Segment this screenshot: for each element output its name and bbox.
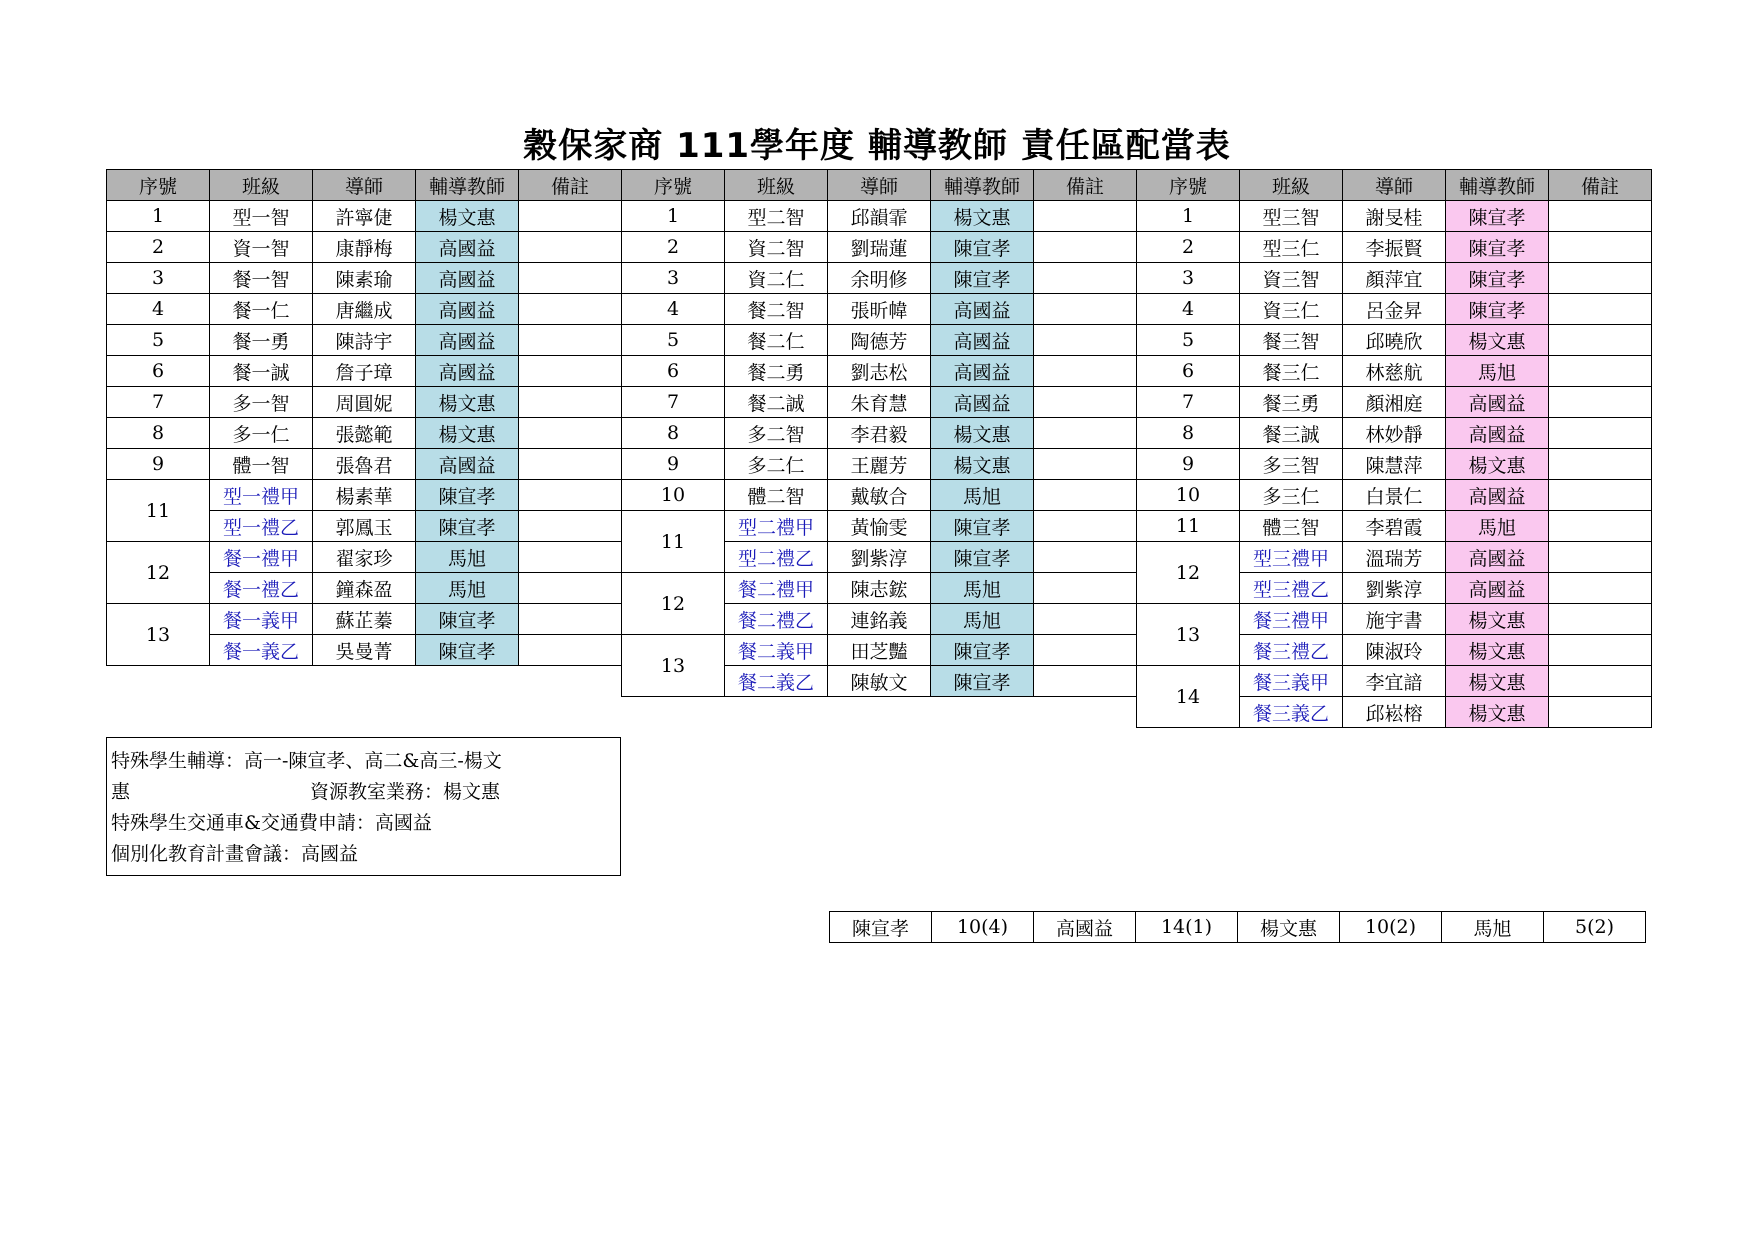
table-row (107, 387, 1652, 418)
empty-cell (313, 697, 416, 728)
row-number: 8 (107, 418, 210, 449)
homeroom-teacher: 周圓妮 (313, 387, 416, 418)
header-no: 序號 (1137, 170, 1240, 201)
remark-cell (1549, 604, 1652, 635)
row-number: 4 (622, 294, 725, 325)
counselor-name: 楊文惠 (416, 201, 519, 232)
homeroom-teacher: 陳詩宇 (313, 325, 416, 356)
remark-cell (1034, 449, 1137, 480)
remark-cell (519, 542, 622, 573)
table-row (107, 263, 1652, 294)
class-name: 多二仁 (725, 449, 828, 480)
remark-cell (1549, 666, 1652, 697)
counselor-name: 陳宣孝 (931, 542, 1034, 573)
homeroom-teacher: 余明修 (828, 263, 931, 294)
counselor-name: 陳宣孝 (1446, 232, 1549, 263)
row-number: 2 (622, 232, 725, 263)
class-name: 型二禮乙 (725, 542, 828, 573)
counselor-name: 高國益 (1446, 387, 1549, 418)
class-name: 體三智 (1240, 511, 1343, 542)
header-no: 序號 (107, 170, 210, 201)
header-counselor: 輔導教師 (1446, 170, 1549, 201)
counselor-name: 楊文惠 (931, 449, 1034, 480)
row-number: 3 (1137, 263, 1240, 294)
empty-cell (210, 666, 313, 697)
counselor-name: 高國益 (1446, 542, 1549, 573)
class-name: 型三禮乙 (1240, 573, 1343, 604)
summary-count: 14(1) (1136, 912, 1238, 943)
page-title: 穀保家商 111學年度 輔導教師 責任區配當表 (523, 126, 1231, 166)
counselor-name: 陳宣孝 (416, 635, 519, 666)
table-row (107, 325, 1652, 356)
header-teacher: 導師 (313, 170, 416, 201)
table-row (107, 542, 1652, 573)
homeroom-teacher: 張懿範 (313, 418, 416, 449)
counselor-name: 高國益 (416, 356, 519, 387)
table-row (107, 201, 1652, 232)
counselor-name: 高國益 (931, 325, 1034, 356)
remark-cell (1034, 201, 1137, 232)
table-row (107, 604, 1652, 635)
class-name: 餐三勇 (1240, 387, 1343, 418)
remark-cell (1549, 449, 1652, 480)
homeroom-teacher: 顏萍宜 (1343, 263, 1446, 294)
class-name: 餐二勇 (725, 356, 828, 387)
class-name: 餐二義甲 (725, 635, 828, 666)
homeroom-teacher: 陳淑玲 (1343, 635, 1446, 666)
remark-cell (1549, 635, 1652, 666)
summary-count: 5(2) (1544, 912, 1646, 943)
counselor-name: 楊文惠 (1446, 697, 1549, 728)
class-name: 多二智 (725, 418, 828, 449)
remark-cell (1034, 263, 1137, 294)
homeroom-teacher: 邱曉欣 (1343, 325, 1446, 356)
header-remark: 備註 (519, 170, 622, 201)
homeroom-teacher: 連銘義 (828, 604, 931, 635)
note-line (111, 777, 616, 808)
class-name: 餐三義乙 (1240, 697, 1343, 728)
remark-cell (1549, 480, 1652, 511)
homeroom-teacher: 陳慧萍 (1343, 449, 1446, 480)
homeroom-teacher: 李碧霞 (1343, 511, 1446, 542)
header-counselor: 輔導教師 (416, 170, 519, 201)
counselor-name: 馬旭 (1446, 356, 1549, 387)
empty-cell (313, 666, 416, 697)
counselor-name: 馬旭 (416, 573, 519, 604)
row-number: 4 (1137, 294, 1240, 325)
empty-cell (725, 697, 828, 728)
summary-count: 10(2) (1340, 912, 1442, 943)
table-row (107, 635, 1652, 666)
class-name: 餐三誠 (1240, 418, 1343, 449)
class-name: 資三仁 (1240, 294, 1343, 325)
remark-cell (1549, 511, 1652, 542)
row-number: 3 (107, 263, 210, 294)
assignment-table (106, 169, 1652, 728)
homeroom-teacher: 陶德芳 (828, 325, 931, 356)
class-name: 型三禮甲 (1240, 542, 1343, 573)
row-number: 13 (107, 604, 210, 666)
row-number: 6 (107, 356, 210, 387)
homeroom-teacher: 戴敏合 (828, 480, 931, 511)
counselor-name: 高國益 (1446, 480, 1549, 511)
class-name: 資三智 (1240, 263, 1343, 294)
remark-cell (1034, 325, 1137, 356)
note-line: 特殊學生交通車&交通費申請：高國益 (111, 812, 432, 834)
homeroom-teacher: 王麗芳 (828, 449, 931, 480)
homeroom-teacher: 劉志松 (828, 356, 931, 387)
header-remark: 備註 (1549, 170, 1652, 201)
remark-cell (519, 573, 622, 604)
header-teacher: 導師 (1343, 170, 1446, 201)
class-name: 型二禮甲 (725, 511, 828, 542)
remark-cell (519, 418, 622, 449)
summary-counselor: 馬旭 (1442, 912, 1544, 943)
row-number: 2 (107, 232, 210, 263)
row-number: 10 (622, 480, 725, 511)
homeroom-teacher: 林慈航 (1343, 356, 1446, 387)
counselor-name: 陳宣孝 (1446, 294, 1549, 325)
remark-cell (1034, 356, 1137, 387)
homeroom-teacher: 邱崧榕 (1343, 697, 1446, 728)
table-row (107, 294, 1652, 325)
class-name: 餐二智 (725, 294, 828, 325)
homeroom-teacher: 鐘森盈 (313, 573, 416, 604)
remark-cell (1034, 387, 1137, 418)
row-number: 1 (622, 201, 725, 232)
remark-cell (1549, 232, 1652, 263)
counselor-name: 馬旭 (931, 480, 1034, 511)
remark-cell (1034, 480, 1137, 511)
table-row (107, 356, 1652, 387)
homeroom-teacher: 吳曼菁 (313, 635, 416, 666)
counselor-name: 高國益 (416, 449, 519, 480)
homeroom-teacher: 康靜梅 (313, 232, 416, 263)
class-name: 多三仁 (1240, 480, 1343, 511)
class-name: 型一禮乙 (210, 511, 313, 542)
homeroom-teacher: 張魯君 (313, 449, 416, 480)
counselor-name: 楊文惠 (1446, 449, 1549, 480)
class-name: 資二仁 (725, 263, 828, 294)
class-name: 餐三智 (1240, 325, 1343, 356)
summary-counselor: 楊文惠 (1238, 912, 1340, 943)
table-row (107, 232, 1652, 263)
row-number: 8 (1137, 418, 1240, 449)
class-name: 餐二仁 (725, 325, 828, 356)
empty-cell (519, 697, 622, 728)
remark-cell (519, 387, 622, 418)
counselor-name: 高國益 (1446, 573, 1549, 604)
row-number: 1 (107, 201, 210, 232)
counselor-name: 楊文惠 (416, 387, 519, 418)
counselor-name: 陳宣孝 (1446, 201, 1549, 232)
note-text: 惠 (111, 781, 131, 803)
summary-count: 10(4) (932, 912, 1034, 943)
remark-cell (1034, 635, 1137, 666)
remark-cell (1549, 263, 1652, 294)
class-name: 餐一智 (210, 263, 313, 294)
homeroom-teacher: 謝旻桂 (1343, 201, 1446, 232)
class-name: 餐二誠 (725, 387, 828, 418)
row-number: 8 (622, 418, 725, 449)
header-class: 班級 (1240, 170, 1343, 201)
counselor-name: 楊文惠 (1446, 635, 1549, 666)
counselor-name: 馬旭 (931, 604, 1034, 635)
row-number: 7 (107, 387, 210, 418)
row-number: 11 (1137, 511, 1240, 542)
remark-cell (1034, 666, 1137, 697)
homeroom-teacher: 李宜諳 (1343, 666, 1446, 697)
class-name: 型三智 (1240, 201, 1343, 232)
remark-cell (1034, 604, 1137, 635)
note-text: 資源教室業務：楊文惠 (310, 781, 501, 803)
class-name: 餐一仁 (210, 294, 313, 325)
counselor-name: 高國益 (1446, 418, 1549, 449)
row-number: 5 (1137, 325, 1240, 356)
counselor-name: 高國益 (931, 294, 1034, 325)
remark-cell (1034, 418, 1137, 449)
row-number: 12 (107, 542, 210, 604)
header-teacher: 導師 (828, 170, 931, 201)
remark-cell (1549, 387, 1652, 418)
header-counselor: 輔導教師 (931, 170, 1034, 201)
note-line: 個別化教育計畫會議：高國益 (111, 843, 359, 865)
homeroom-teacher: 溫瑞芳 (1343, 542, 1446, 573)
homeroom-teacher: 詹子璋 (313, 356, 416, 387)
remark-cell (519, 294, 622, 325)
counselor-name: 楊文惠 (931, 201, 1034, 232)
class-name: 多一仁 (210, 418, 313, 449)
remark-cell (519, 263, 622, 294)
empty-cell (519, 666, 622, 697)
homeroom-teacher: 林妙靜 (1343, 418, 1446, 449)
homeroom-teacher: 楊素華 (313, 480, 416, 511)
remark-cell (519, 232, 622, 263)
empty-cell (931, 697, 1034, 728)
remark-cell (1549, 356, 1652, 387)
table-row (107, 449, 1652, 480)
class-name: 餐一禮乙 (210, 573, 313, 604)
homeroom-teacher: 田芝豔 (828, 635, 931, 666)
row-number: 7 (1137, 387, 1240, 418)
homeroom-teacher: 顏湘庭 (1343, 387, 1446, 418)
counselor-name: 高國益 (416, 263, 519, 294)
counselor-name: 陳宣孝 (931, 263, 1034, 294)
homeroom-teacher: 張昕幃 (828, 294, 931, 325)
row-number: 13 (622, 635, 725, 697)
class-name: 餐三禮乙 (1240, 635, 1343, 666)
homeroom-teacher: 邱韻霏 (828, 201, 931, 232)
homeroom-teacher: 李君毅 (828, 418, 931, 449)
row-number: 4 (107, 294, 210, 325)
homeroom-teacher: 蘇芷蓁 (313, 604, 416, 635)
empty-cell (622, 697, 725, 728)
header-class: 班級 (725, 170, 828, 201)
homeroom-teacher: 劉瑞蓮 (828, 232, 931, 263)
row-number: 6 (622, 356, 725, 387)
row-number: 2 (1137, 232, 1240, 263)
table-row (107, 573, 1652, 604)
class-name: 體二智 (725, 480, 828, 511)
remark-cell (519, 356, 622, 387)
homeroom-teacher: 陳敏文 (828, 666, 931, 697)
counselor-name: 陳宣孝 (931, 635, 1034, 666)
empty-cell (1034, 697, 1137, 728)
class-name: 餐一勇 (210, 325, 313, 356)
class-name: 餐二禮甲 (725, 573, 828, 604)
homeroom-teacher: 唐繼成 (313, 294, 416, 325)
counselor-name: 陳宣孝 (416, 480, 519, 511)
class-name: 資一智 (210, 232, 313, 263)
remark-cell (1549, 201, 1652, 232)
row-number: 5 (107, 325, 210, 356)
header-remark: 備註 (1034, 170, 1137, 201)
row-number: 9 (1137, 449, 1240, 480)
counselor-name: 陳宣孝 (416, 511, 519, 542)
summary-table (829, 911, 1646, 943)
homeroom-teacher: 李振賢 (1343, 232, 1446, 263)
counselor-name: 陳宣孝 (1446, 263, 1549, 294)
homeroom-teacher: 劉紫淳 (1343, 573, 1446, 604)
homeroom-teacher: 翟家珍 (313, 542, 416, 573)
row-number: 13 (1137, 604, 1240, 666)
summary-counselor: 陳宣孝 (830, 912, 932, 943)
homeroom-teacher: 朱育慧 (828, 387, 931, 418)
header-class: 班級 (210, 170, 313, 201)
row-number: 6 (1137, 356, 1240, 387)
empty-cell (107, 697, 210, 728)
remark-cell (519, 325, 622, 356)
homeroom-teacher: 施宇書 (1343, 604, 1446, 635)
remark-cell (1034, 573, 1137, 604)
remark-cell (519, 604, 622, 635)
class-name: 餐三義甲 (1240, 666, 1343, 697)
table-row (107, 480, 1652, 511)
row-number: 11 (107, 480, 210, 542)
homeroom-teacher: 黃愉雯 (828, 511, 931, 542)
class-name: 餐二義乙 (725, 666, 828, 697)
class-name: 型一禮甲 (210, 480, 313, 511)
class-name: 餐一義甲 (210, 604, 313, 635)
counselor-name: 馬旭 (931, 573, 1034, 604)
counselor-name: 高國益 (931, 387, 1034, 418)
class-name: 體一智 (210, 449, 313, 480)
remark-cell (1549, 697, 1652, 728)
counselor-name: 楊文惠 (1446, 604, 1549, 635)
remark-cell (519, 511, 622, 542)
empty-cell (828, 697, 931, 728)
class-name: 多一智 (210, 387, 313, 418)
class-name: 餐三仁 (1240, 356, 1343, 387)
class-name: 餐一禮甲 (210, 542, 313, 573)
notes-box (106, 737, 621, 876)
class-name: 型二智 (725, 201, 828, 232)
row-number: 3 (622, 263, 725, 294)
counselor-name: 楊文惠 (1446, 666, 1549, 697)
remark-cell (1549, 418, 1652, 449)
class-name: 多三智 (1240, 449, 1343, 480)
remark-cell (519, 201, 622, 232)
class-name: 型三仁 (1240, 232, 1343, 263)
summary-counselor: 高國益 (1034, 912, 1136, 943)
empty-cell (210, 697, 313, 728)
class-name: 資二智 (725, 232, 828, 263)
homeroom-teacher: 劉紫淳 (828, 542, 931, 573)
class-name: 餐二禮乙 (725, 604, 828, 635)
row-number: 10 (1137, 480, 1240, 511)
empty-cell (416, 666, 519, 697)
counselor-name: 馬旭 (1446, 511, 1549, 542)
row-number: 1 (1137, 201, 1240, 232)
table-row (107, 511, 1652, 542)
row-number: 9 (622, 449, 725, 480)
remark-cell (1549, 542, 1652, 573)
remark-cell (1549, 325, 1652, 356)
homeroom-teacher: 陳素瑜 (313, 263, 416, 294)
remark-cell (1034, 542, 1137, 573)
remark-cell (1034, 294, 1137, 325)
counselor-name: 楊文惠 (1446, 325, 1549, 356)
empty-cell (107, 666, 210, 697)
remark-cell (1549, 573, 1652, 604)
counselor-name: 楊文惠 (931, 418, 1034, 449)
counselor-name: 高國益 (416, 294, 519, 325)
note-line: 特殊學生輔導：高一-陳宣孝、高二&高三-楊文 (111, 750, 502, 772)
row-number: 12 (1137, 542, 1240, 604)
counselor-name: 高國益 (416, 232, 519, 263)
row-number: 7 (622, 387, 725, 418)
homeroom-teacher: 許寧倢 (313, 201, 416, 232)
counselor-name: 陳宣孝 (931, 666, 1034, 697)
counselor-name: 高國益 (416, 325, 519, 356)
counselor-name: 陳宣孝 (416, 604, 519, 635)
counselor-name: 高國益 (931, 356, 1034, 387)
homeroom-teacher: 陳志鋐 (828, 573, 931, 604)
class-name: 型一智 (210, 201, 313, 232)
empty-cell (416, 697, 519, 728)
table-row (107, 666, 1652, 697)
row-number: 12 (622, 573, 725, 635)
header-no: 序號 (622, 170, 725, 201)
class-name: 餐一義乙 (210, 635, 313, 666)
counselor-name: 馬旭 (416, 542, 519, 573)
remark-cell (1549, 294, 1652, 325)
counselor-name: 陳宣孝 (931, 511, 1034, 542)
homeroom-teacher: 白景仁 (1343, 480, 1446, 511)
counselor-name: 楊文惠 (416, 418, 519, 449)
row-number: 5 (622, 325, 725, 356)
row-number: 9 (107, 449, 210, 480)
class-name: 餐一誠 (210, 356, 313, 387)
row-number: 14 (1137, 666, 1240, 728)
homeroom-teacher: 郭鳳玉 (313, 511, 416, 542)
remark-cell (519, 449, 622, 480)
remark-cell (1034, 232, 1137, 263)
counselor-name: 陳宣孝 (931, 232, 1034, 263)
row-number: 11 (622, 511, 725, 573)
class-name: 餐三禮甲 (1240, 604, 1343, 635)
table-row (107, 697, 1652, 728)
remark-cell (519, 480, 622, 511)
table-row (107, 418, 1652, 449)
remark-cell (519, 635, 622, 666)
homeroom-teacher: 呂金昇 (1343, 294, 1446, 325)
remark-cell (1034, 511, 1137, 542)
